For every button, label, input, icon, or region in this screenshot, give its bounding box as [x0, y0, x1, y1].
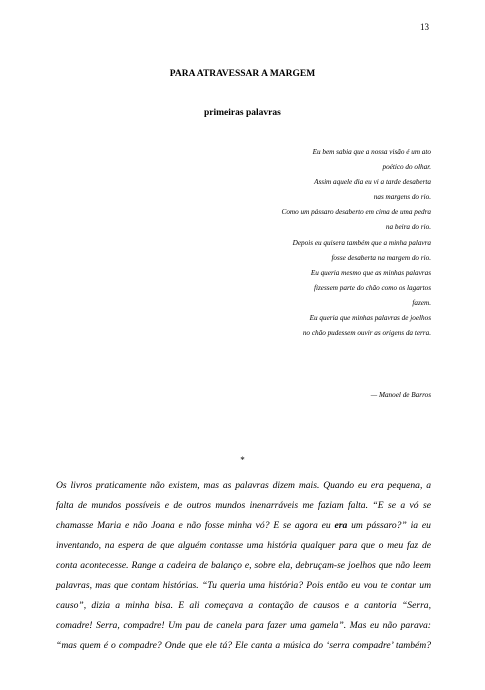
poem-line: Eu queria que minhas palavras de joelhos: [309, 314, 431, 323]
section-separator: *: [240, 455, 245, 465]
poem-line: nas margens do rio.: [373, 193, 431, 202]
poem-line: fosse desaberta na margem do rio.: [331, 253, 431, 262]
paragraph-line: comadre! Serra, compadre! Um pau de canela para fazer uma gamela”. Mas eu não parava:: [56, 620, 431, 631]
section-subtitle: primeiras palavras: [204, 108, 281, 118]
epigraph-poem: [171, 145, 431, 341]
page-number: 13: [420, 22, 429, 32]
paragraph-line: “mas quem é o compadre? Onde que ele tá? Ele canta a música do ‘serra compadre’ também?: [56, 640, 431, 651]
poem-line: Depois eu quisera também que a minha palavra: [292, 238, 431, 247]
paragraph-line: falta de mundos possíveis e de outros mundos inenarráveis me faziam falta. “E se a vó se: [56, 500, 431, 511]
paragraph-line: palavras, mas que contam histórias. “Tu queria uma história? Pois então eu vou te contar um: [56, 580, 431, 591]
paragraph-line: conta acontecesse. Range a cadeira de balanço e, sobre ela, debruçam-se joelhos que não leem: [56, 560, 431, 571]
poem-line: na beira do rio.: [385, 223, 431, 232]
poem-line: fazem.: [412, 298, 431, 307]
paragraph-line-end: um pássaro?” ia eu: [347, 520, 431, 531]
paragraph-line: inventando, na espera de que alguém contasse uma história qualquer para que o meu faz de: [56, 540, 431, 551]
poem-line: Eu bem sabia que a nossa visão é um ato: [312, 148, 431, 156]
paragraph-line: causo”, dizia a minha bisa. E ali começava a contação de causos e a cantoria “Serra,: [56, 600, 431, 611]
poem-line: Eu queria mesmo que as minhas palavras: [310, 268, 431, 277]
poem-attribution: — Manoel de Barros: [370, 391, 431, 399]
poem-line: Assim aquele dia eu vi a tarde desaberta: [314, 178, 431, 187]
poem-line: poético do olhar.: [382, 163, 431, 172]
paragraph-line: Os livros praticamente não existem, mas as palavras dizem mais. Quando eu era pequena, a: [56, 480, 431, 491]
chapter-title: PARA ATRAVESSAR A MARGEM: [169, 69, 316, 79]
paragraph-line-start: chamasse Maria e não Joana e não fosse minha vó? E se agora eu: [56, 520, 335, 531]
poem-line: fizessem parte do chão como os lagartos: [314, 283, 431, 292]
poem-line: Como um pássaro desaberto em cima de uma pedra: [281, 208, 431, 217]
body-paragraph: [56, 476, 431, 656]
paragraph-line: [56, 516, 431, 536]
poem-line: no chão pudessem ouvir as origens da terra.: [302, 329, 431, 338]
emphasized-word: era: [334, 520, 348, 531]
